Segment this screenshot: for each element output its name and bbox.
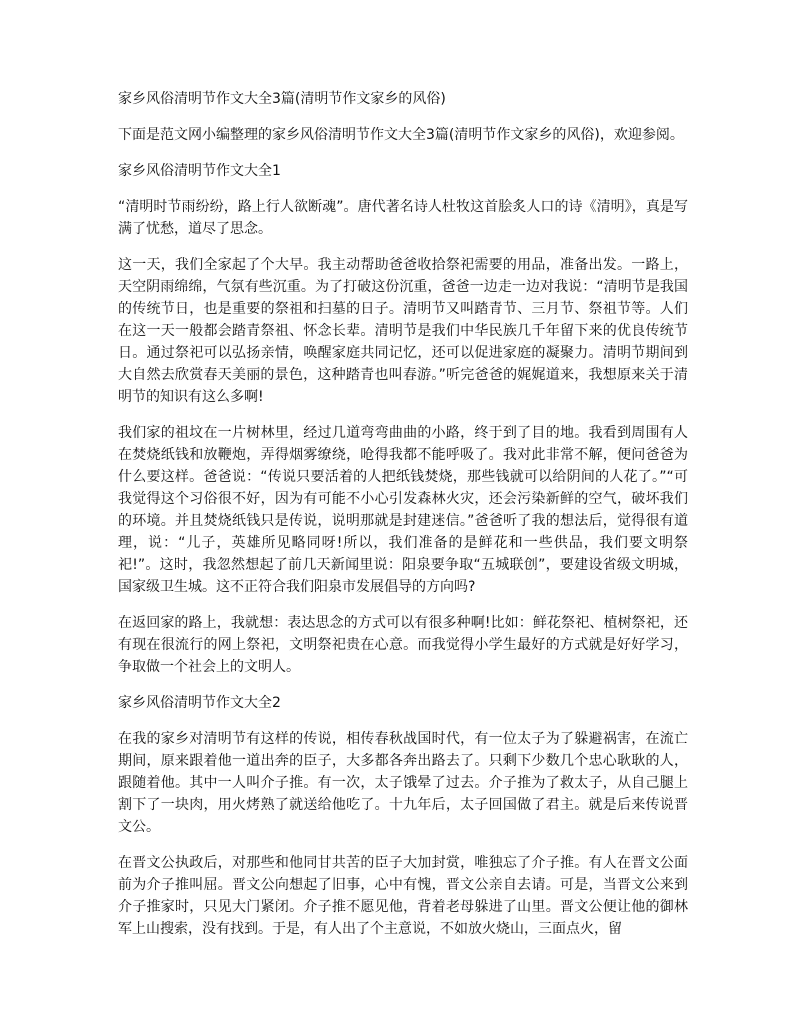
section-1-paragraph-3: 我们家的祖坟在一片树林里，经过几道弯弯曲曲的小路，终于到了目的地。我看到周围有人在焚烧纸钱和放鞭炮，弄得烟雾缭绕，呛得我都不能呼吸了。我对此非常不解，便问爸爸为什么要这样。爸爸说：“传说只要活着的人把纸钱焚烧，那些钱就可以给阴间的人花了。”“可我觉得这个习俗很不好，因为有可能不小心引发森林火灾，还会污染新鲜的空气，破坏我们的环境。并且焚烧纸钱只是传说，说明那就是封建迷信。”爸爸听了我的想法后，觉得很有道理，说：“儿子，英雄所见略同呀!所以，我们准备的是鲜花和一些供品，我们要文明祭祀!”。这时，我忽然想起了前几天新闻里说：阳泉要争取“五城联创”，要建设省级文明城，国家级卫生城。这不正符合我们阳泉市发展倡导的方向吗? (118, 425, 688, 595)
section-1-paragraph-1: “清明时节雨纷纷，路上行人欲断魂”。唐代著名诗人杜牧这首脍炙人口的诗《清明》，真是写满了忧愁，道尽了思念。 (118, 199, 688, 237)
section-1-heading: 家乡风俗清明节作文大全1 (118, 163, 281, 179)
section-1-paragraph-2: 这一天，我们全家起了个大早。我主动帮助爸爸收拾祭祀需要的用品，准备出发。一路上，天空阴雨绵绵，气氛有些沉重。为了打破这份沉重，爸爸一边走一边对我说：“清明节是我国的传统节日，也是重要的祭祖和扫墓的日子。清明节又叫踏青节、三月节、祭祖节等。人们在这一天一般都会踏青祭祖、怀念长辈。清明节是我们中华民族几千年留下来的优良传统节日。通过祭祀可以弘扬亲情，唤醒家庭共同记忆，还可以促进家庭的凝聚力。清明节期间到大自然去欣赏春天美丽的景色，这种踏青也叫春游。”听完爸爸的娓娓道来，我想原来关于清明节的知识有这么多啊! (118, 257, 688, 405)
document-page (118, 88, 688, 954)
section-2-heading: 家乡风俗清明节作文大全2 (118, 695, 281, 711)
document-title: 家乡风俗清明节作文大全3篇(清明节作文家乡的风俗) (118, 91, 446, 107)
section-1-paragraph-4: 在返回家的路上，我就想：表达思念的方式可以有很多种啊!比如：鲜花祭祀、植树祭祀，还有现在很流行的网上祭祀，文明祭祀贵在心意。而我觉得小学生最好的方式就是好好学习，争取做一个社会上的文明人。 (118, 615, 688, 675)
section-2-paragraph-1: 在我的家乡对清明节有这样的传说，相传春秋战国时代，有一位太子为了躲避祸害，在流亡期间，原来跟着他一道出奔的臣子，大多都各奔出路去了。只剩下少数几个忠心耿耿的人，跟随着他。其中一人叫介子推。有一次，太子饿晕了过去。介子推为了救太子，从自己腿上割下了一块肉，用火烤熟了就送给他吃了。十九年后，太子回国做了君主。就是后来传说晋文公。 (118, 731, 688, 835)
intro-paragraph: 下面是范文网小编整理的家乡风俗清明节作文大全3篇(清明节作文家乡的风俗)，欢迎参阅。 (118, 127, 684, 143)
section-2-paragraph-2: 在晋文公执政后，对那些和他同甘共苦的臣子大加封赏，唯独忘了介子推。有人在晋文公面前为介子推叫屈。晋文公向想起了旧事，心中有愧，晋文公亲自去请。可是，当晋文公来到介子推家时，只见大门紧闭。介子推不愿见他，背着老母躲进了山里。晋文公便让他的御林军上山搜索，没有找到。于是，有人出了个主意说，不如放火烧山，三面点火，留 (118, 855, 688, 937)
